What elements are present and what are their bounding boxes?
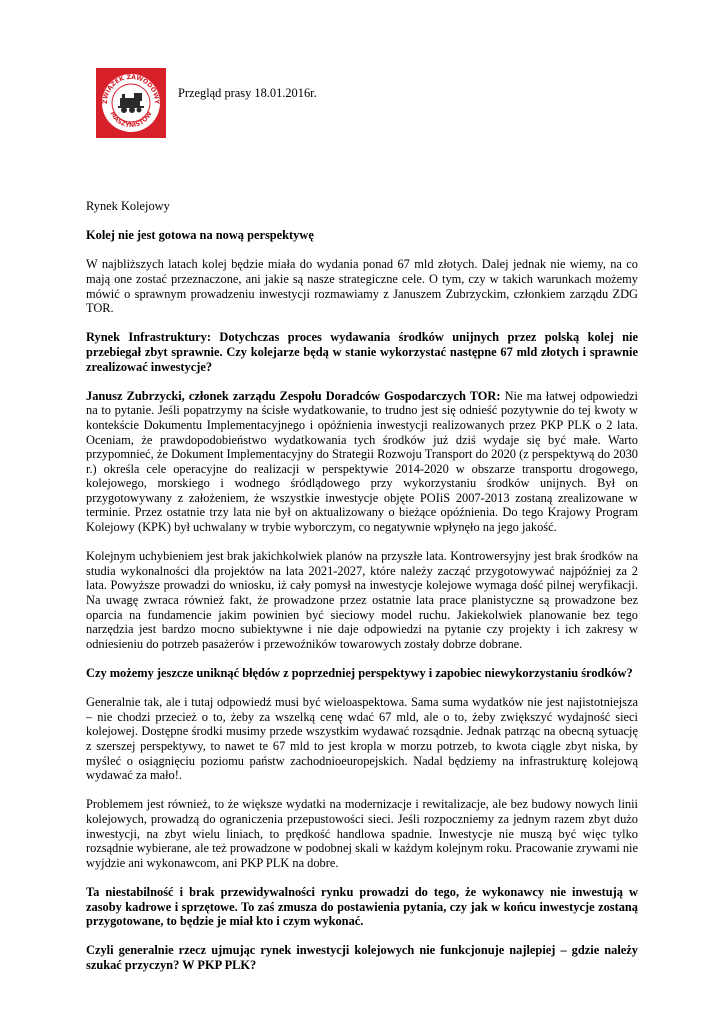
question-3: Ta niestabilność i brak przewidywalności rynku prowadzi do tego, że wykonawcy nie inwestują w zasoby kadrowe i sprzętowe. To zaś zmusza do postawienia pytania, czy jak w końcu inwestycje zostaną przygotowane, to będzie je miał kto i czym wykonać. [86,884,638,929]
article-title: Kolej nie jest gotowa na nową perspektywę [86,228,314,243]
answer-2-paragraph-2: Problemem jest również, to że większe wydatki na modernizacje i rewitalizacje, ale bez budowy nowych linii kolejowych, prowadzą do ograniczenia przepustowości sieci. Jeśli rozpoczniemy za jednym razem zbyt dużo inwestycji, na zbyt wielu liniach, to prędkość handlowa spadnie. Inwestycje nie muszą być więc tylko rozsądnie wybierane, ale też prowadzone w podobnej skali w każdym kolejnym roku. Pracowanie zrywami nie wyjdzie ani wykonawcom, ani PKP PLK na dobre. [86,797,638,870]
answer-1 [86,389,638,535]
question-2: Czy możemy jeszcze uniknąć błędów z poprzedniej perspektywy i zapobiec niewykorzystaniu środków? [86,666,633,680]
answer-1-speaker: Janusz Zubrzycki, członek zarządu Zespołu Doradców Gospodarczych TOR: [86,388,501,403]
question-1: Rynek Infrastruktury: Dotychczas proces wydawania środków unijnych przez polską kolej nie przebiegał zbyt sprawnie. Czy kolejarze będą w stanie wykorzystać następne 67 mld złotych i sprawnie zrealizować inwestycje? [86,330,638,374]
press-review-date: Przegląd prasy 18.01.2016r. [178,86,317,100]
article-lead: W najbliższych latach kolej będzie miała do wydania ponad 67 mld złotych. Dalej jednak nie wiemy, na co mają one zostać przeznaczone, ani jakie są nasze strategiczne cele. O tym, czy w takich warunkach możemy mówić o sprawnym prowadzeniu inwestycji rozmawiamy z Januszem Zubrzyckim, członkiem zarządu ZDG TOR. [86,257,638,316]
question-4: Czyli generalnie rzecz ujmując rynek inwestycji kolejowych nie funkcjonuje najlepiej – gdzie należy szukać przyczyn? W PKP PLK? [86,943,638,972]
union-logo [96,68,166,138]
answer-2-paragraph-1: Generalnie tak, ale i tutaj odpowiedź musi być wieloaspektowa. Sama suma wydatków nie jest najistotniejsza – nie chodzi przecież o to, żeby za wszelką cenę wdać 67 mld, ale o to, żeby zwiększyć wydajność sieci kolejowej. Dostępne środki musimy przede wszystkim wydawać rozsądnie. Jednak patrząc na obecną sytuację z szerszej perspektywy, to nawet te 67 mld to jest kropla w morzu potrzeb, to kwota ciągle zbyt niska, by myśleć o osiągnięciu poziomu państw zachodnioeuropejskich. Nadal będziemy na infrastrukturę kolejową wydawać za mało!. [86,695,638,783]
logo-text-bottom: MASZYNISTÓW [108,110,154,130]
logo-text-top: ZWIĄZEK ZAWODOWY [101,73,161,105]
article-source: Rynek Kolejowy [86,199,170,213]
answer-1-paragraph-2: Kolejnym uchybieniem jest brak jakichkolwiek planów na przyszłe lata. Kontrowersyjny jest brak środków na studia wykonalności dla projektów na lata 2021-2027, które należy zacząć przygotowywać najpóźniej za 2 lata. Powyższe prowadzi do wniosku, iż cały pomysł na inwestycje kolejowe wymaga dość pilnej weryfikacji. Na uwagę zwraca również fakt, że prowadzone przez ostatnie lata prace planistyczne są prowadzone bez oparcia na fundamencie jakim powinien być sieciowy model ruchu. Jakiekolwiek planowanie bez tego narzędzia jest bardzo mocno subiektywne i nie daje odpowiedzi na pytanie czy projekty i ich zakresy w odniesieniu do potrzeb pasażerów i przewoźników towarowych zostały dobrze dobrane. [86,549,638,651]
answer-1-text: Nie ma łatwej odpowiedzi na to pytanie. Jeśli popatrzymy na ścisłe wydatkowanie, to trudno jest się odnieść pozytywnie do tej kwoty w kontekście Dokumentu Implementacyjnego i opóźnienia inwestycji realizowanych przez PKP PLK o 2 lata. Oceniam, że prawdopodobieństwo wydatkowania tych środków już dziś wydaje się być małe. Warto przypomnieć, że Dokument Implementacyjny do Strategii Rozwoju Transport do 2020 (z perspektywą do 2030 r.) określa cele operacyjne do realizacji w perspektywie 2014-2020 w obszarze transportu drogowego, kolejowego, morskiego i wodnego śródlądowego przy wykorzystaniu środków unijnych. Był on przygotowywany z założeniem, że wszystkie inwestycje objęte POIiS 2007-2013 zostaną zrealizowane w terminie. Przez ostatnie trzy lata nie był on aktualizowany o bieżące opóźnienia. Do tego Krajowy Program Kolejowy (KPK) był uchwalany w trybie wyborczym, co negatywnie wpłynęło na jego jakość. [86,388,638,535]
article-body [86,199,638,987]
